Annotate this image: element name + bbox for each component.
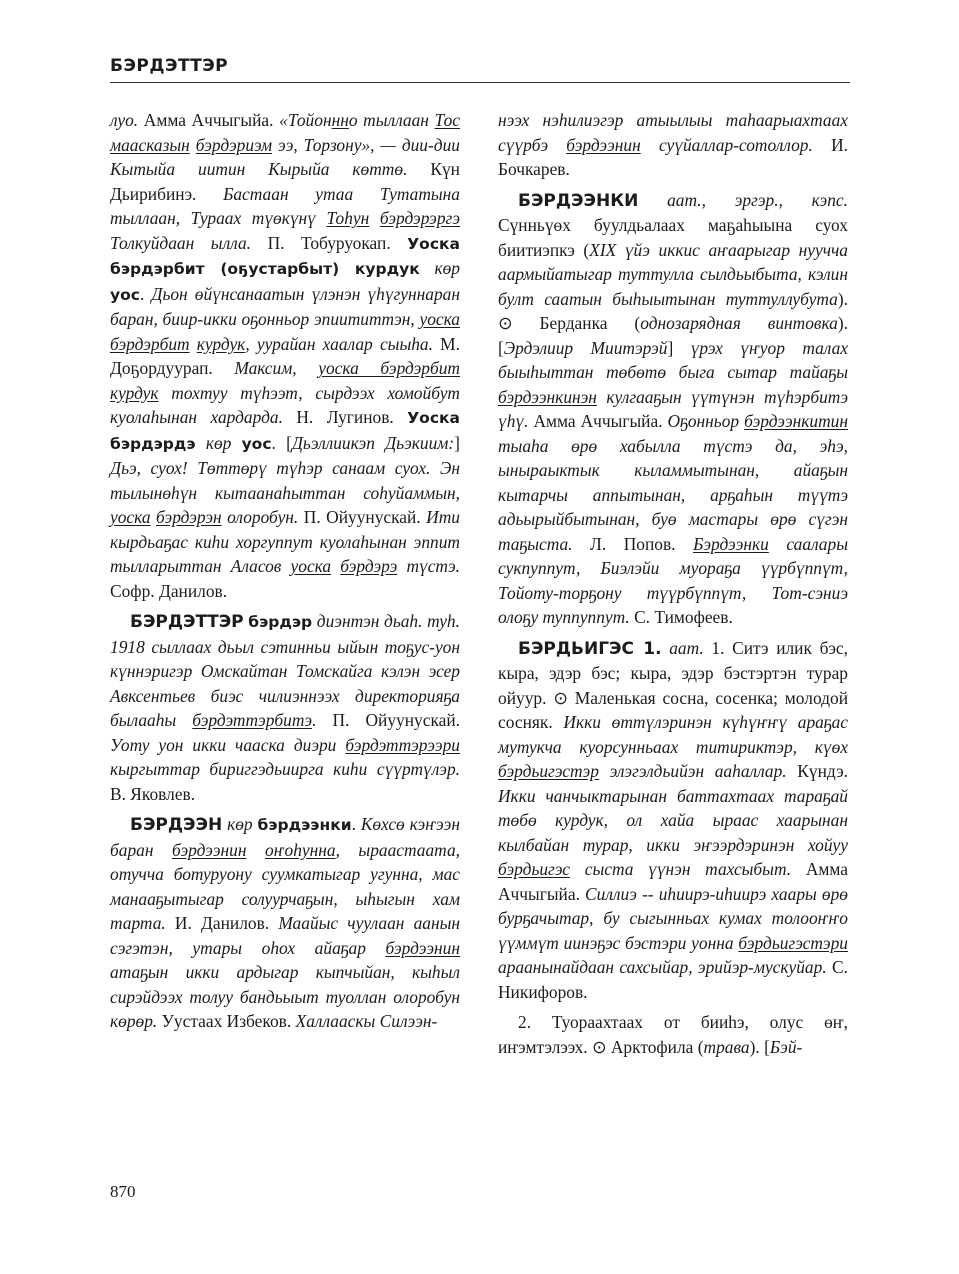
text-run: уоска <box>110 507 151 527</box>
text-run: диэнтэн дьаh. туh. 1918 сыллаах дьыл сэтинньи ыйын тоҕус-уон күннэригэр Омскайтан Томскайга кэлэн эсер Авксентьев биэс чилиэннээх директорияҕа былааhы <box>110 611 460 730</box>
text-run: Амма Аччыгыйа. <box>138 110 280 130</box>
text-run: И. Бочкарев. <box>498 134 848 179</box>
text-run <box>196 433 206 453</box>
text-run: бэрдьигэстэр <box>498 761 599 781</box>
text-run: курдук <box>196 333 246 354</box>
headword: БЭРДЭТТЭР <box>130 612 244 632</box>
text-run: бэрдээнкитин <box>744 411 848 431</box>
text-run: Көхсө кэҥээн баран <box>110 814 460 860</box>
text-run: курдук <box>110 382 159 403</box>
text-run: көр <box>434 258 460 278</box>
text-run: . <box>351 814 361 834</box>
text-run: үрэх үҥуор талах быыhыттан төбөтө быга сытар тайаҕы <box>498 337 848 382</box>
dictionary-entry <box>498 188 848 630</box>
text-run: Дьэллиикэп Дьэкиим: <box>291 432 455 453</box>
text-run: Бастаан утаа Тутатына тыллаан, Тураах түөкүнү <box>110 183 460 228</box>
text-run: бэрдэрбит <box>110 333 190 354</box>
text-run <box>420 258 435 278</box>
text-run: . <box>312 710 317 730</box>
text-run: көр <box>205 432 232 453</box>
text-run: уоска <box>419 309 460 329</box>
text-run: Бэй- <box>769 1036 803 1057</box>
text-run: бэрдьигэстэри <box>738 932 848 953</box>
text-run: бэрдьигэс <box>498 859 570 879</box>
text-run: кулгааҕын үүтүнэн түhэрбитэ үhү. <box>498 386 848 431</box>
text-run: И. Данилов. <box>165 913 279 933</box>
text-run: Ити кырдьаҕас киhи хоргуппут куолаhынан эппит тылларыттан Аласов <box>110 507 460 576</box>
text-run: ). ⊙ Берданка ( <box>498 288 848 333</box>
text-run: бэрдэттэрбитэ <box>192 710 313 730</box>
text-run <box>369 208 380 228</box>
text-run: 1. Ситэ илик бэс, кыра, эдэр бэс; кыра, эдэр бэстэртэн турар ойуур. ⊙ Маленькая сосна, сосенка; молодой сосняк. <box>498 637 848 732</box>
text-run: бэрдэрэ <box>340 556 398 576</box>
headword: БЭРДЬИГЭС 1. <box>518 638 662 659</box>
text-run: уос <box>241 434 272 453</box>
dictionary-entry <box>498 636 848 1005</box>
text-run: тохтуу түhээт, сырдээх хомойбут куолаhынан хардарда. <box>110 382 460 427</box>
text-run: , уурайан хаалар сыыhа. <box>245 333 433 354</box>
text-run: XIX үйэ иккис аҥаарыгар нуучча аармыйатыгар туттулла сылдьыбыта, кэлин булт саатын быhыытынан туттуллубута <box>498 239 848 309</box>
text-run: Оҕонньор <box>667 411 745 431</box>
text-run: Күн Дьирибинэ. <box>110 159 460 204</box>
text-run: Тоhун <box>326 208 370 228</box>
text-run: Дьэ, суох! Төттөрү түhэр санаам суох. Эн тылынөhүн кытаанаhыттан соhуйаммын, <box>110 458 460 503</box>
text-run: оҥоhунна <box>265 839 336 860</box>
text-run: нээх нэhилиэгэр атыылыы таhаарыахтаах сүүрбэ <box>498 110 848 155</box>
text-run: кыргыттар бириггэдьиирга киhи сүүртүлэр. <box>110 759 460 779</box>
text-run: ). [ <box>498 313 848 358</box>
text-run: 2. Туораахтаах от бииhэ, олус өҥ, иҥэмтэлээх. ⊙ Арктофила ( <box>498 1012 848 1057</box>
running-header: БЭРДЭТТЭР <box>110 56 229 76</box>
header-rule <box>110 82 850 83</box>
text-run: Сүнньүөх буулдьалаах маҕаhыына суох биитиэпкэ ( <box>498 215 848 260</box>
text-run: уоска бэрдэрбит <box>318 358 460 378</box>
text-run: М. Доҕордуурап. <box>110 333 460 378</box>
text-run: бэрдэрэргэ <box>379 208 460 228</box>
paragraph <box>498 1010 848 1059</box>
text-run <box>246 840 265 860</box>
text-run: бэрдэриэм <box>195 134 273 155</box>
text-run: бэрдэрэн <box>156 507 222 527</box>
text-run: саалары сукпуппут, Биэлэйи муораҕа үүрбүппүт, Тойоту-торҕону түүрбүппүт, Тот-сэниэ олоҕу туппуппут. <box>498 533 848 627</box>
page-number: 870 <box>110 1182 136 1201</box>
text-run: П. Тобуруокап. <box>251 232 408 253</box>
text-run: ] <box>667 337 691 358</box>
text-run: ээ, Торзону», — дии-дии Кытыйа иитин Кырыйа көттө. <box>110 134 460 179</box>
text-run: ] <box>454 432 460 453</box>
text-run: Халлааскы Силээн- <box>295 1011 438 1031</box>
text-run: , ыраастаата, отучча ботуруону суумкатыгар угунна, мас манааҕытыгар солуурчаҕын, ыhыгын хам тарта. <box>110 839 460 933</box>
text-run: Л. Попов. <box>572 533 694 554</box>
text-run: бэрдээнки <box>257 816 352 834</box>
text-run: Маайыс чуулаан аанын сэгэтэн, утары оhох айаҕар <box>110 913 460 958</box>
text-run: уоска <box>290 556 332 576</box>
text-run: В. Яковлев. <box>110 783 196 804</box>
text-run: Н. Лугинов. <box>282 407 408 427</box>
text-run: Софр. Данилов. <box>110 580 228 601</box>
text-run <box>231 433 241 453</box>
text-run: С. Никифоров. <box>498 957 848 1002</box>
dictionary-entry <box>110 609 460 806</box>
text-run: Уустаах Избеков. <box>157 1011 296 1031</box>
text-run <box>331 556 340 576</box>
text-run: бэрдээнин <box>385 937 460 958</box>
text-run: сыста үүнэн тахсыбыт. <box>570 859 792 879</box>
text-run: трава <box>703 1036 750 1057</box>
paragraph <box>498 108 848 182</box>
text-run: Максим, <box>234 358 319 378</box>
text-run: Тос <box>434 110 461 130</box>
text-run: бэрдээнин <box>566 134 641 155</box>
text-run: нн <box>331 110 349 130</box>
text-run: Уоска бэрдэрдэ <box>110 409 460 453</box>
text-run: «Тойон <box>279 110 332 130</box>
text-run: . [ <box>271 432 292 453</box>
text-run: олоробун. <box>221 507 299 527</box>
text-run: араанынайдаан сахсыйар, эрийэр-мускуйар. <box>498 957 827 977</box>
text-run: Икки чанчыктарынан баттахтаах тараҕай төбө курдук, ол хайа ыраас хаарынан кылбайан турар, икки эҥээрдэринэн хойуу <box>498 785 848 855</box>
text-run: С. Тимофеев. <box>629 607 733 627</box>
right-column <box>498 108 848 1065</box>
text-run: бэрдэр <box>248 613 313 631</box>
text-run: суүйаллар-сотоллор. <box>640 134 813 155</box>
text-run: о тыллаан <box>348 110 435 130</box>
text-run: аат., эргэр., кэпс. <box>667 189 848 210</box>
text-run: бэрдээнкинэн <box>498 386 597 407</box>
text-run: Амма Аччыгыйа. <box>498 859 848 904</box>
text-run: бэрдээнин <box>171 839 247 860</box>
text-run <box>638 190 667 210</box>
text-run <box>190 334 197 354</box>
text-run: П. Ойуунускай. <box>298 507 427 527</box>
text-run: ). [ <box>749 1036 770 1057</box>
text-run: уос <box>110 285 140 304</box>
text-run: Икки өттүлэринэн күhүҥҥү араҕас мутукча куорсунньаах титириктэр, күөх <box>498 712 848 757</box>
text-run: однозарядная винтовка <box>640 313 838 333</box>
text-run: Уоска бэрдэрбит (оҕустарбыт) курдук <box>110 234 460 278</box>
text-run: Дьон өйүнсанаатын үлэнэн үhүгуннаран баран, биир-икки оҕонньор эпиититтэн, <box>110 283 460 329</box>
text-run: луо. <box>110 110 139 130</box>
text-run: Толкуйдаан ылла. <box>110 232 252 253</box>
text-run: көр <box>227 814 253 834</box>
text-run: маасказын <box>110 134 190 155</box>
text-run: Амма Аччыгыйа. <box>528 411 668 431</box>
text-run: П. Ойуунускай. <box>316 710 460 730</box>
dictionary-entry <box>110 812 460 1034</box>
text-run: тыаhа өрө хабылла түстэ да, эhэ, ыныраыктык кыламмытынан, айаҕын кытарчы аппытынан, арҕаhын түүтэ адьырыйбытынан, буө мастары өрө сүгэн таҕыста. <box>498 435 848 554</box>
text-run: . <box>139 283 152 304</box>
text-run: бэрдэттэрээри <box>345 734 460 755</box>
text-run: Эрдэлиир Миитэрэй <box>503 337 668 358</box>
text-run: аат. <box>669 637 704 658</box>
headword: БЭРДЭЭНКИ <box>518 190 639 211</box>
text-run: Силлиэ -- иhиирэ-иhиирэ хаары өрө бурҕачытар, бу сыгынньах кумах толооҥҥо үүммүт иинэҕэс бэстэри уонна <box>498 883 848 953</box>
headword: БЭРДЭЭН <box>130 815 223 835</box>
text-run: Бэрдээнки <box>693 533 769 554</box>
text-run: элэгэлдьийэн ааhаллар. <box>598 761 787 781</box>
text-run: түстэ. <box>397 556 460 576</box>
text-run: атаҕын икки ардыгар кыпчыйан, кыhыл сирэйдээх толуу бандьыыт туоллан олоробун көрөр. <box>110 962 460 1031</box>
paragraph <box>110 108 460 603</box>
text-run: Күндэ. <box>786 761 849 781</box>
left-column <box>110 108 460 1040</box>
text-run: Уоту уон икки чааска диэри <box>110 734 346 755</box>
